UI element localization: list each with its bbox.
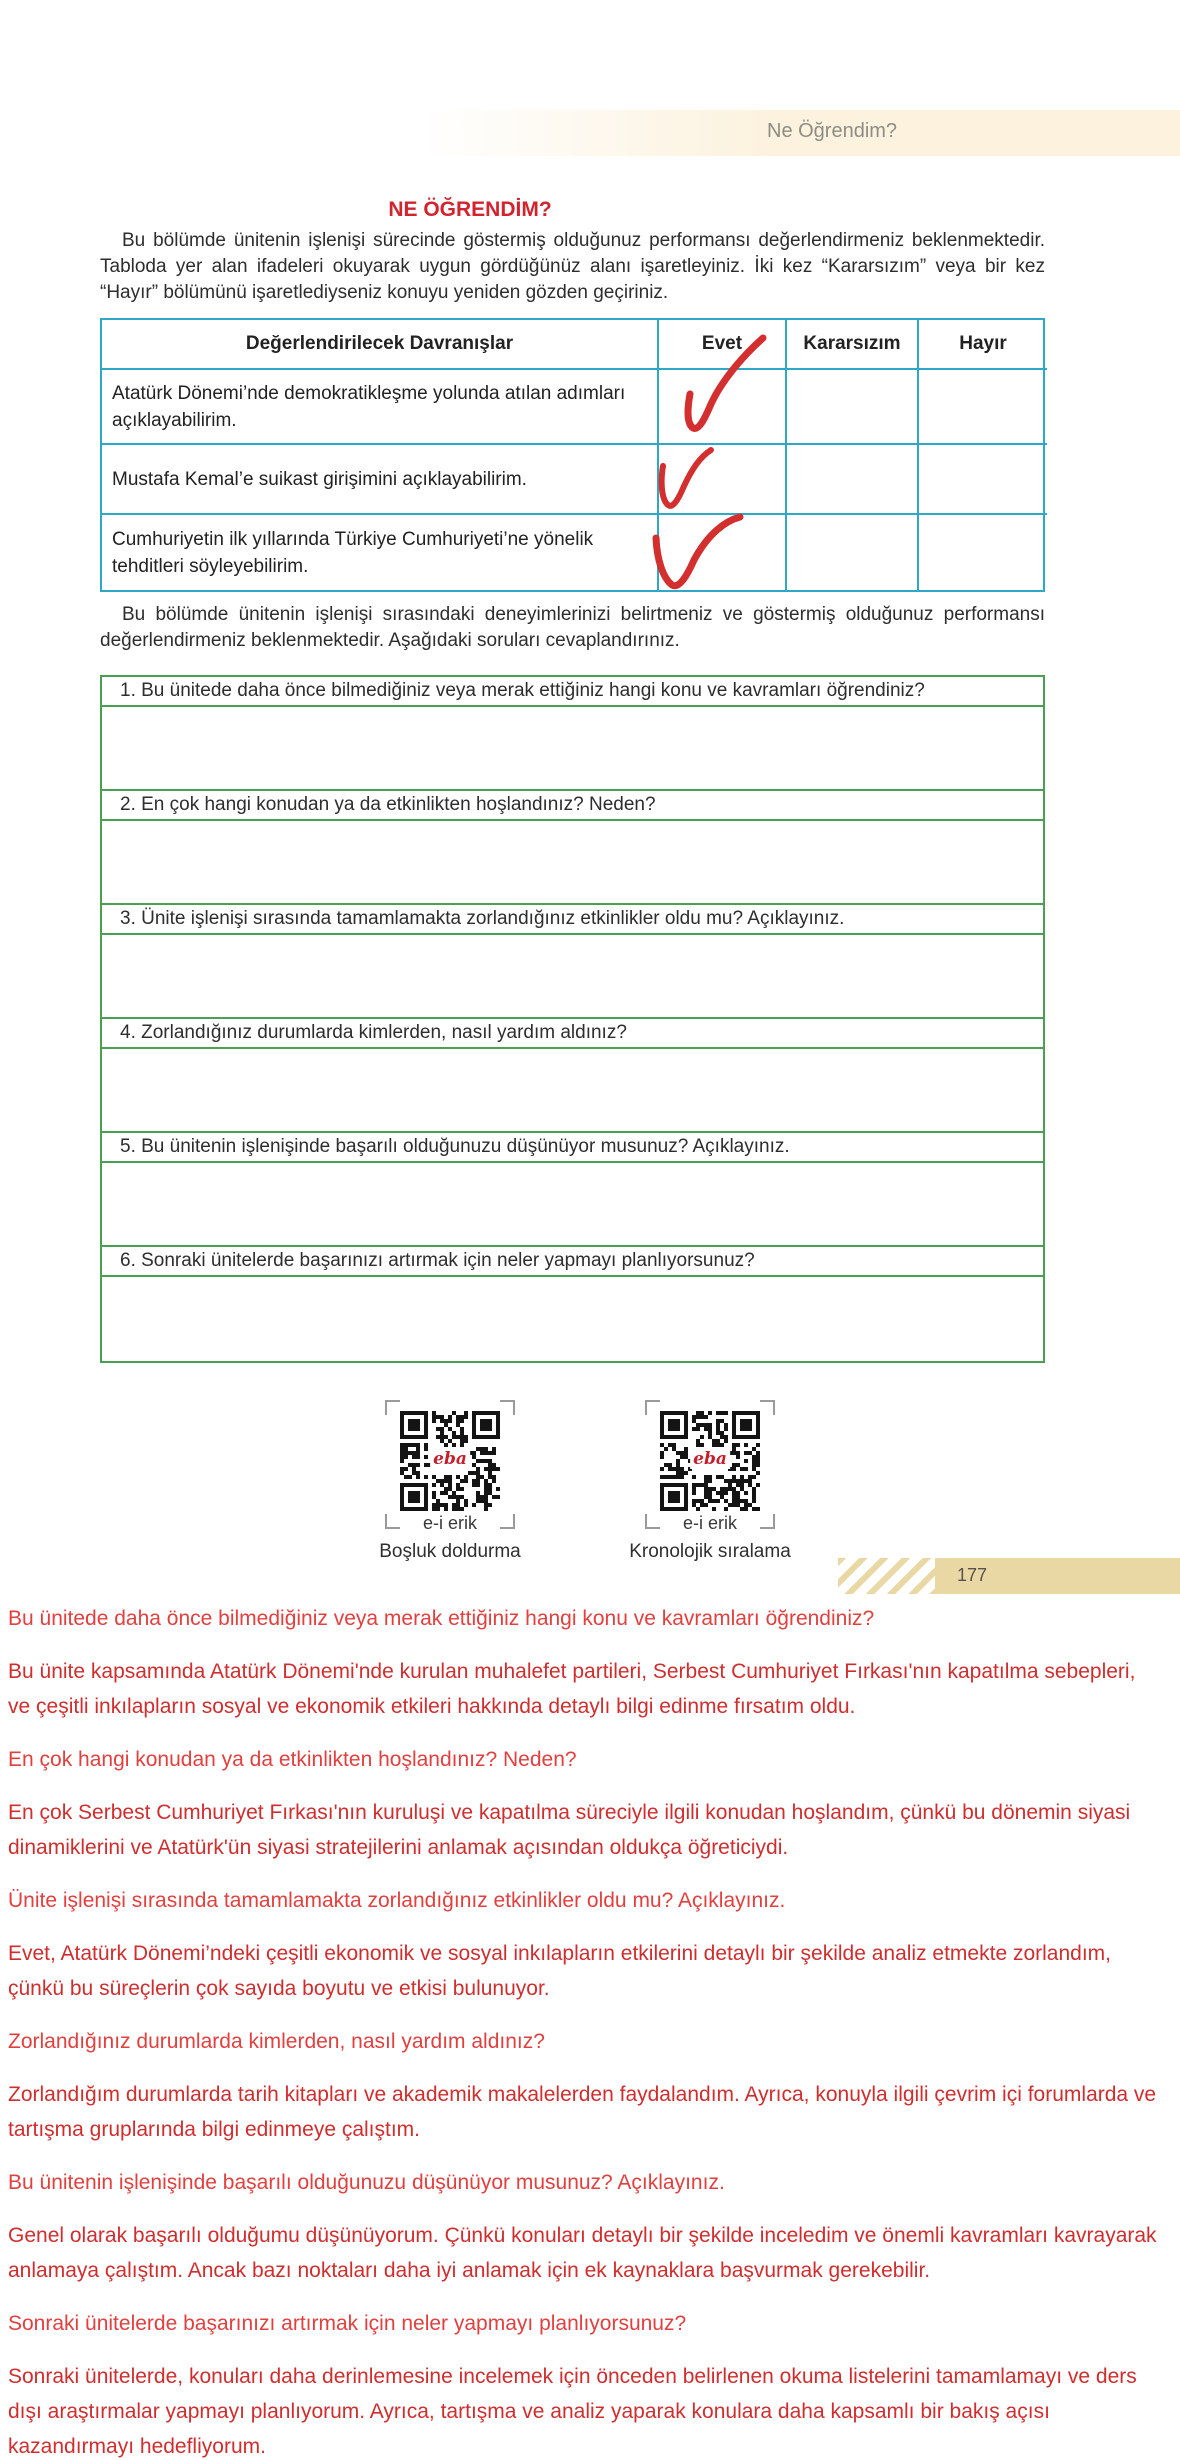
- mark-cell-evet-3[interactable]: [659, 515, 787, 590]
- behavior-cell-1: Atatürk Dönemi’nde demokratikleşme yolunda atılan adımları açıklayabilirim.: [102, 370, 659, 445]
- qr-corner-bracket: [760, 1400, 775, 1415]
- question-5: 5. Bu ünitenin işlenişinde başarılı olduğunuzu düşünüyor musunuz? Açıklayınız.: [102, 1133, 1043, 1163]
- page-number: 177: [957, 1565, 988, 1585]
- qr-caption: e-i erik: [422, 1513, 477, 1533]
- overlay-question-6: Sonraki ünitelerde başarınızı artırmak için neler yapmayı planlıyorsunuz?: [8, 2312, 687, 2335]
- answer-area-4[interactable]: [102, 1049, 1043, 1133]
- mark-cell-hayir-3[interactable]: [919, 515, 1047, 590]
- section-header-label: Ne Öğrendim?: [767, 120, 898, 142]
- qr-caption: e-i erik: [682, 1513, 737, 1533]
- self-evaluation-table: [100, 318, 1045, 592]
- qr-corner-bracket: [645, 1400, 660, 1415]
- answer-area-6[interactable]: [102, 1277, 1043, 1361]
- overlay-question-4: Zorlandığınız durumlarda kimlerden, nasıl yardım aldınız?: [8, 2030, 545, 2053]
- section-header-band: [420, 110, 1180, 156]
- overlay-answer-6: Sonraki ünitelerde, konuları daha derinlemesine incelemek için önceden belirlenen okuma listelerini tamamlamayı ve ders dışı araştırmalar yapmayı planlıyorum. Ayrıca, tartışma ve analiz yaparak konulara daha kapsamlı bir bakış açısı kazandırmayı hedefliyorum.: [8, 2365, 1137, 2458]
- question-3: 3. Ünite işlenişi sırasında tamamlamakta zorlandığınız etkinlikler oldu mu? Açıklayınız.: [102, 905, 1043, 935]
- qr-corner-bracket: [500, 1400, 515, 1415]
- question-6: 6. Sonraki ünitelerde başarınızı artırmak için neler yapmayı planlıyorsunuz?: [102, 1247, 1043, 1277]
- eba-logo: eba: [430, 1449, 470, 1469]
- overlay-answer-4: Zorlandığım durumlarda tarih kitapları ve akademik makalelerden faydalandım. Ayrıca, konuyla ilgili çevrim içi forumlarda ve tartışma gruplarında bilgi edinmeye çalıştım.: [8, 2083, 1157, 2141]
- instructions-paragraph: Bu bölümde ünitenin işlenişi sırasındaki deneyimlerinizi belirtmeniz ve göstermiş olduğunuz performansı değerlendirmeniz beklenmektedir. Aşağıdaki soruları cevaplandırınız.: [100, 604, 1045, 651]
- mark-cell-kararsizim-1[interactable]: [787, 370, 919, 445]
- qr-block-bosluk-doldurma: [385, 1400, 515, 1540]
- question-1: 1. Bu ünitede daha önce bilmediğiniz veya merak ettiğiniz hangi konu ve kavramları öğrendiniz?: [102, 677, 1043, 707]
- column-header-behaviors: Değerlendirilecek Davranışlar: [102, 320, 659, 370]
- answer-area-5[interactable]: [102, 1163, 1043, 1247]
- overlay-question-3: Ünite işlenişi sırasında tamamlamakta zorlandığınız etkinlikler oldu mu? Açıklayınız.: [8, 1889, 786, 1912]
- qr-corner-bracket: [385, 1400, 400, 1415]
- behavior-cell-3: Cumhuriyetin ilk yıllarında Türkiye Cumhuriyeti’ne yönelik tehditleri söyleyebilirim.: [102, 515, 659, 590]
- column-header-evet: Evet: [659, 320, 787, 370]
- column-header-kararsizim: Kararsızım: [787, 320, 919, 370]
- overlay-answer-1: Bu ünite kapsamında Atatürk Dönemi'nde kurulan muhalefet partileri, Serbest Cumhuriyet Fırkası'nın kapatılma sebepleri, ve çeşitli inkılapların sosyal ve ekonomik etkileri hakkında detaylı bilgi edinme fırsatım oldu.: [8, 1660, 1136, 1718]
- mark-cell-hayir-2[interactable]: [919, 445, 1047, 515]
- overlay-answer-5: Genel olarak başarılı olduğumu düşünüyorum. Çünkü konuları detaylı bir şekilde inceledim ve önemli kavramları kavrayarak anlamaya çalıştım. Ancak bazı noktaları daha iyi anlamak için ek kaynaklara başvurmak gerekebilir.: [8, 2224, 1157, 2282]
- mark-cell-kararsizim-3[interactable]: [787, 515, 919, 590]
- page-title: NE ÖĞRENDİM?: [388, 198, 552, 221]
- overlay-question-2: En çok hangi konudan ya da etkinlikten hoşlandınız? Neden?: [8, 1748, 577, 1771]
- question-2: 2. En çok hangi konudan ya da etkinlikten hoşlandınız? Neden?: [102, 791, 1043, 821]
- qr-activity-label: Boşluk doldurma: [379, 1541, 521, 1562]
- page-bar: [935, 1558, 1180, 1594]
- answer-area-1[interactable]: [102, 707, 1043, 791]
- filled-answers-section: [8, 1601, 1158, 2460]
- behavior-cell-2: Mustafa Kemal’e suikast girişimini açıklayabilirim.: [102, 445, 659, 515]
- page-bar-stripes: [838, 1558, 935, 1594]
- questions-box: [100, 675, 1045, 1363]
- answer-area-3[interactable]: [102, 935, 1043, 1019]
- mark-cell-evet-2[interactable]: [659, 445, 787, 515]
- overlay-answer-3: Evet, Atatürk Dönemi’ndeki çeşitli ekonomik ve sosyal inkılapların etkilerini detaylı bir şekilde analiz etmekte zorlandım, çünkü bu süreçlerin çok sayıda boyutu ve etkisi bulunuyor.: [8, 1942, 1111, 2000]
- overlay-question-1: Bu ünitede daha önce bilmediğiniz veya merak ettiğiniz hangi konu ve kavramları öğrendiniz?: [8, 1607, 875, 1630]
- overlay-answer-2: En çok Serbest Cumhuriyet Fırkası'nın kuruluşi ve kapatılma süreciyle ilgili konudan hoşlandım, çünkü bu dönemin siyasi dinamiklerini ve Atatürk'ün siyasi stratejilerini anlamak açısından oldukça öğreticiydi.: [8, 1801, 1131, 1859]
- answer-area-2[interactable]: [102, 821, 1043, 905]
- mark-cell-hayir-1[interactable]: [919, 370, 1047, 445]
- mark-cell-kararsizim-2[interactable]: [787, 445, 919, 515]
- overlay-question-5: Bu ünitenin işlenişinde başarılı olduğunuzu düşünüyor musunuz? Açıklayınız.: [8, 2171, 725, 2194]
- question-4: 4. Zorlandığınız durumlarda kimlerden, nasıl yardım aldınız?: [102, 1019, 1043, 1049]
- intro-paragraph: Bu bölümde ünitenin işlenişi sürecinde göstermiş olduğunuz performansı değerlendirmeniz beklenmektedir. Tabloda yer alan ifadeleri okuyarak uygun gördüğünüz alanı işaretleyiniz. İki kez “Kararsızım” veya bir kez “Hayır” bölümünü işaretlediyseniz konuyu yeniden gözden geçiriniz.: [100, 230, 1045, 303]
- qr-activity-label: Kronolojik sıralama: [629, 1541, 791, 1562]
- eba-logo: eba: [690, 1449, 730, 1469]
- column-header-hayir: Hayır: [919, 320, 1047, 370]
- qr-block-kronolojik-siralama: [645, 1400, 775, 1540]
- mark-cell-evet-1[interactable]: [659, 370, 787, 445]
